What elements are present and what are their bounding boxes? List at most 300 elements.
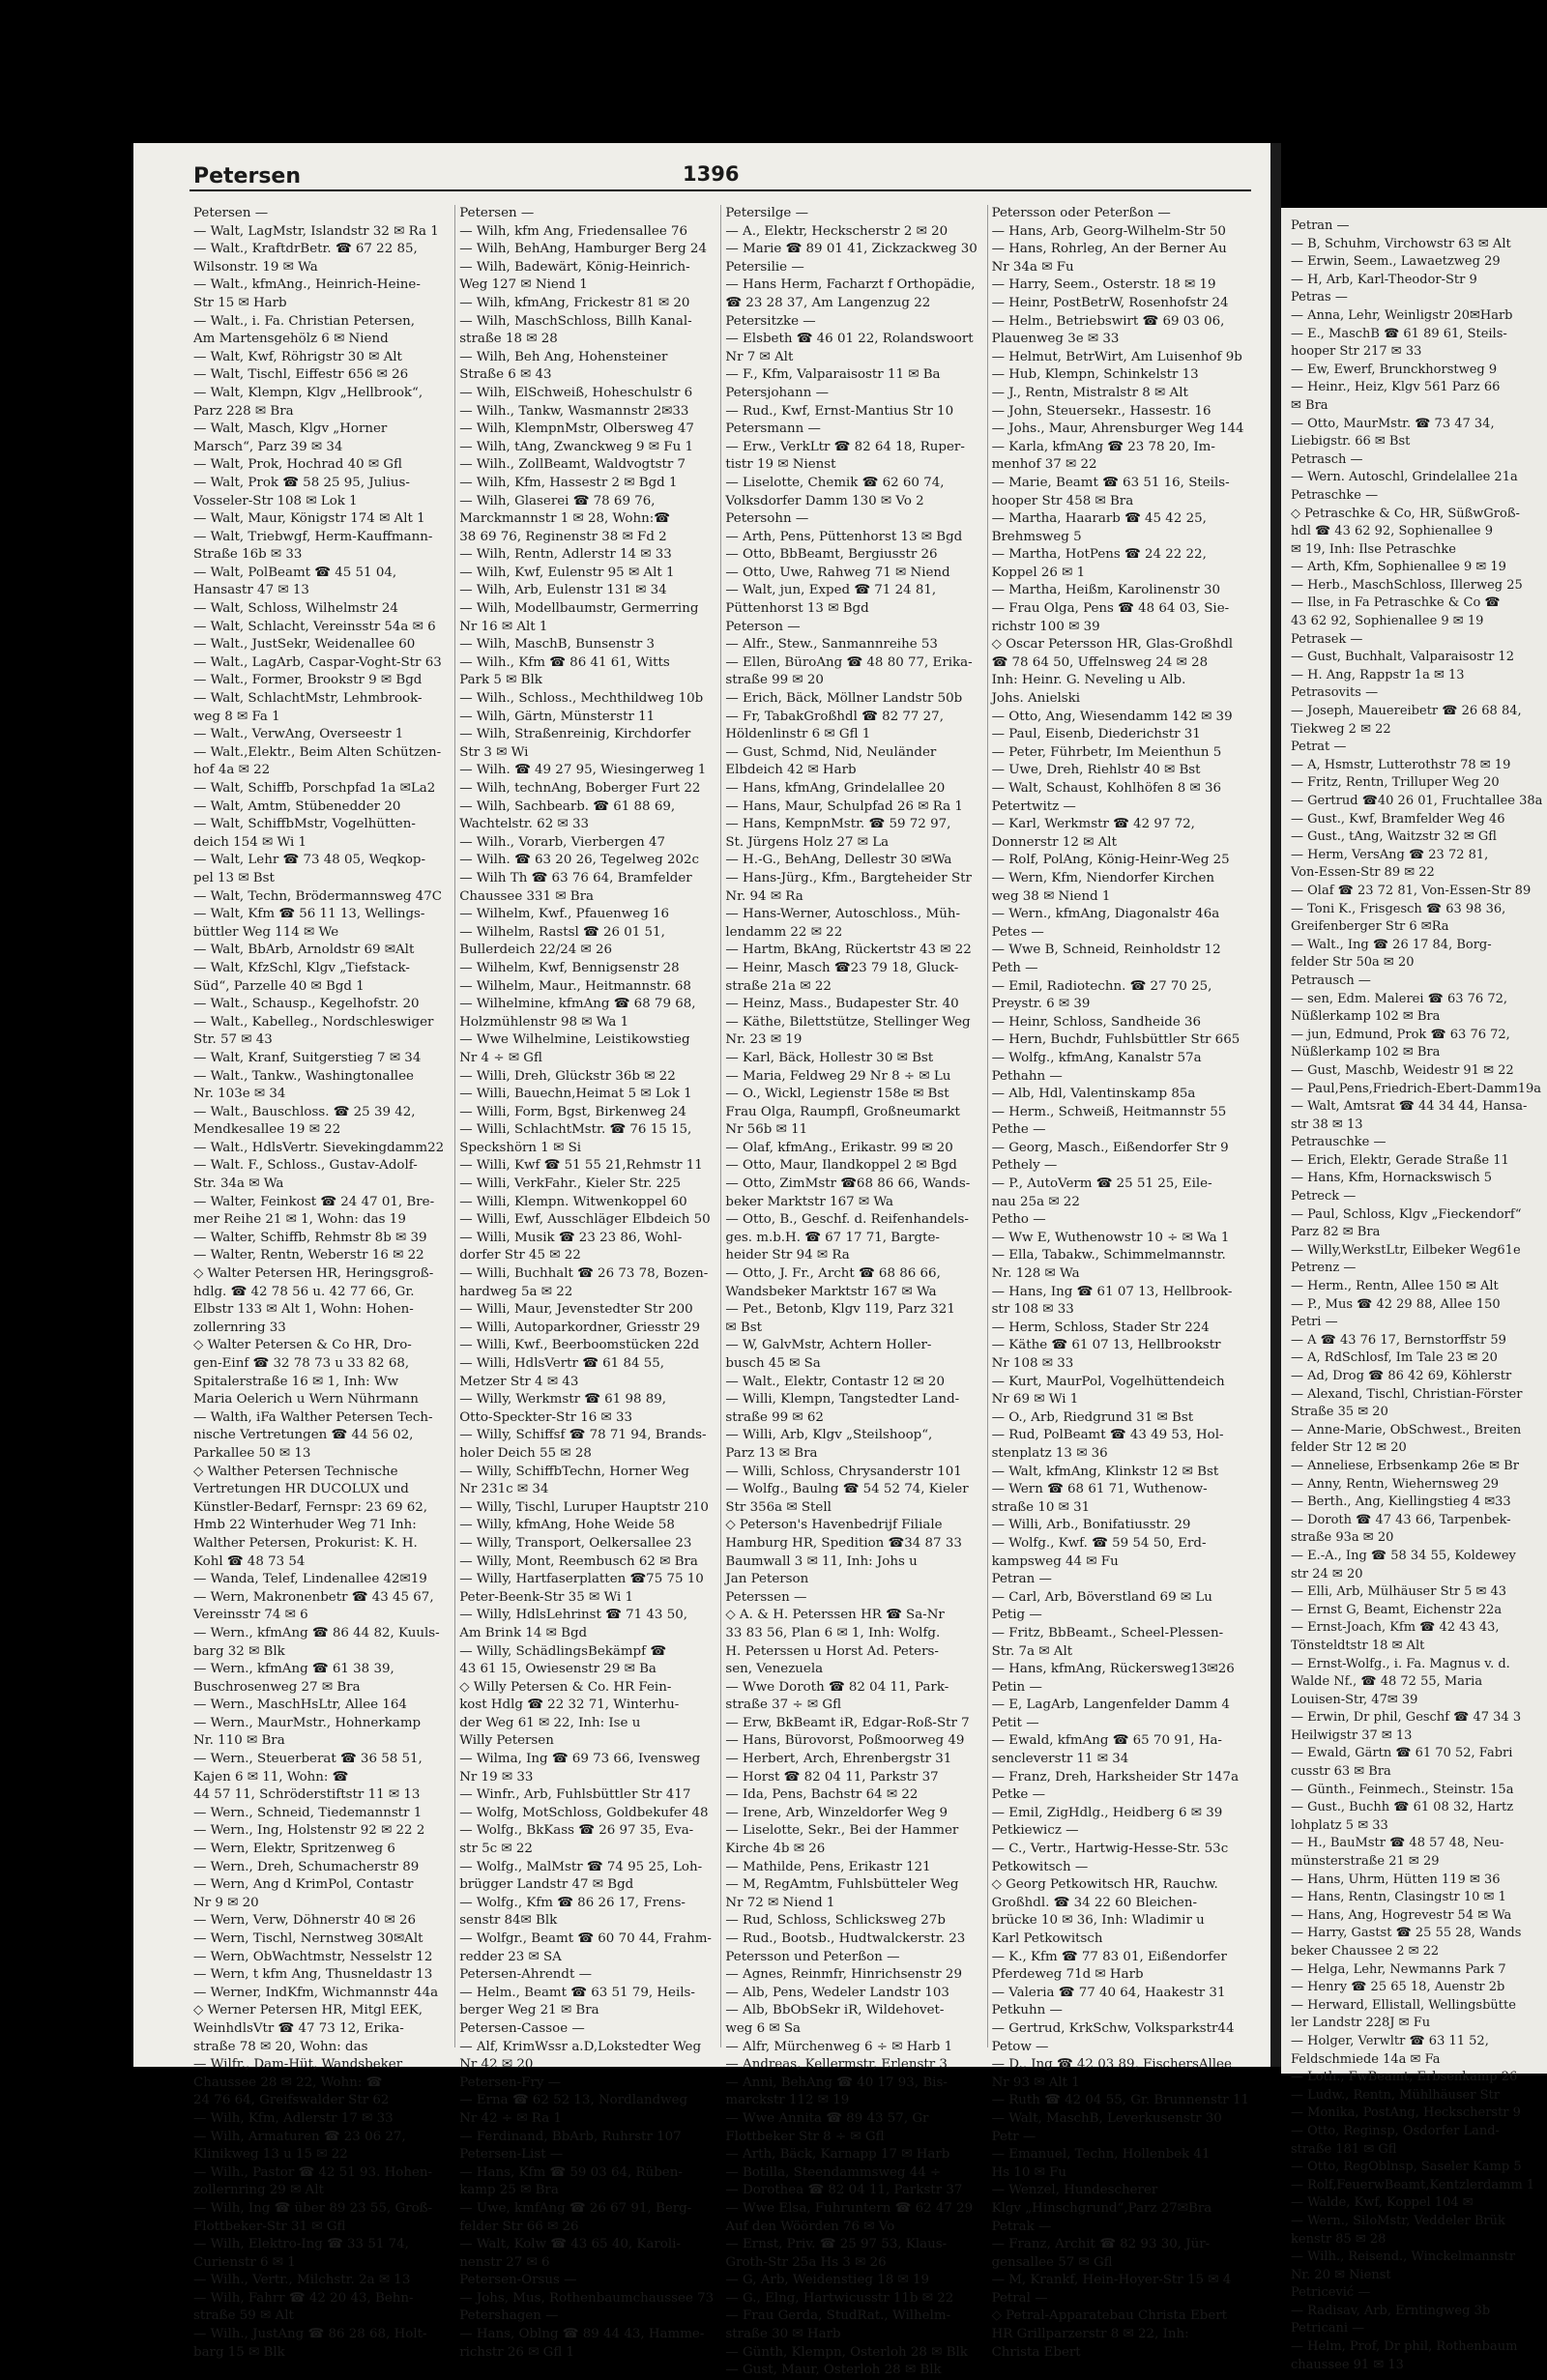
directory-entry-line: — Werner, IndKfm, Wichmannstr 44a [193,1985,439,2000]
directory-entry-line: Parz 82 ✉ Bra [1291,1225,1381,1240]
directory-entry-line: Petersen-Cassoe — [459,2020,585,2036]
directory-entry-line: — Wilh, Badewärt, König-Heinrich- [459,259,690,275]
directory-entry-line: — Walt, Prok, Hochrad 40 ✉ Gfl [193,457,402,473]
directory-entry-line: Petri — [1291,1315,1338,1330]
directory-entry-line: cusstr 63 ✉ Bra [1291,1764,1391,1780]
directory-entry-line: Str 15 ✉ Harb [193,295,287,310]
directory-entry-line: — G., Elng, Hartwicusstr 11b ✉ 22 [725,2290,954,2306]
directory-entry-line: Nr. 110 ✉ Bra [193,1733,285,1749]
directory-entry-line: Petersilie — [725,259,804,275]
directory-entry-line: — Gust., Kwf, Bramfelder Weg 46 [1291,811,1505,827]
directory-entry-line: dorfer Str 45 ✉ 22 [459,1248,581,1263]
directory-entry-line: Hmb 22 Winterhuder Weg 71 Inh: [193,1518,417,1533]
directory-entry-line: straße 18 ✉ 28 [459,332,558,347]
directory-entry-line: — Walt, Kwf, Röhrigstr 30 ✉ Alt [193,349,402,364]
directory-entry-line: — Walt., Tankw., Washingtonallee [193,1068,414,1084]
directory-entry-line: Petertwitz — [991,798,1076,814]
directory-entry-line: — G, Arb, Weidenstieg 18 ✉ 19 [725,2273,930,2288]
directory-entry-line: — Otto, J. Fr., Archt ☎ 68 86 66, [725,1266,941,1282]
directory-entry-line: — Herward, Ellistall, Wellingsbütte [1291,1997,1516,2013]
directory-entry-line: — Walt, Kfm ☎ 56 11 13, Wellings- [193,907,425,922]
directory-entry-line: — Henry ☎ 25 65 18, Auenstr 2b [1291,1980,1505,1995]
directory-entry-line: — Wern ☎ 68 61 71, Wuthenow- [991,1482,1208,1497]
directory-entry-line: — Hans, kfmAng, Grindelallee 20 [725,781,946,796]
directory-entry-line: tistr 19 ✉ Nienst [725,457,836,473]
directory-entry-line: — Wern., MaschHsLtr, Allee 164 [193,1698,407,1713]
directory-entry-line: — Peter, Führbetr, Im Meienthun 5 [991,744,1222,760]
directory-entry-line: — Karla, kfmAng ☎ 23 78 20, Im- [991,439,1215,454]
directory-entry-line: ◇ Petraschke & Co, HR, SüßwGroß- [1291,506,1520,521]
directory-entry-line: — Otto, B., Geschf. d. Reifenhandels- [725,1212,969,1228]
directory-entry-line: — Hans, Kfm, Hornackswisch 5 [1291,1171,1492,1186]
directory-entry-line: — Gust., tAng, Waitzstr 32 ✉ Gfl [1291,829,1497,845]
directory-entry-line: — Ewald, Gärtn ☎ 61 70 52, Fabri [1291,1746,1513,1761]
directory-entry-line: Straße 16b ✉ 33 [193,547,303,563]
directory-entry-line: — Wilh., Tankw, Wasmannstr 2✉33 [459,403,689,419]
directory-entry-line: — Wilhelm, Maur., Heitmannstr. 68 [459,978,691,994]
directory-entry-line: — Walt, Schiffb, Porschpfad 1a ✉La2 [193,781,436,796]
directory-entry-line: Klinikweg 13 u 15 ✉ 22 [193,2147,348,2162]
directory-entry-line: Petricević — [1291,2285,1371,2301]
directory-entry-line: — Pet., Betonb, Klgv 119, Parz 321 [725,1302,955,1318]
directory-entry-line: Petrasek — [1291,631,1363,647]
directory-entry-line: Weg 127 ✉ Niend 1 [459,277,588,293]
directory-entry-line: — Walt., HdlsVertr. Sievekingdamm22 [193,1140,445,1155]
directory-entry-line: Püttenhorst 13 ✉ Bgd [725,601,869,617]
directory-entry-line: — Holger, Verwltr ☎ 63 11 52, [1291,2033,1489,2048]
directory-entry-line: berger Weg 21 ✉ Bra [459,2003,599,2018]
directory-entry-line: — Elli, Arb, Mülhäuser Str 5 ✉ 43 [1291,1584,1507,1600]
directory-entry-line: — F., Kfm, Valparaisostr 11 ✉ Ba [725,367,941,383]
directory-entry-line: gensallee 57 ✉ Gfl [991,2254,1113,2270]
directory-entry-line: Feldschmiede 14a ✉ Fa [1291,2051,1441,2067]
directory-entry-line: Flottbeker Str 8 ÷ ✉ Gfl [725,2129,885,2144]
directory-entry-line: — Wilh, Arb, Eulenstr 131 ✉ 34 [459,583,667,598]
directory-entry-line: — Irene, Arb, Winzeldorfer Weg 9 [725,1805,949,1820]
directory-entry-line: — Wwe Elsa, Fuhruntern ☎ 62 47 29 [725,2200,974,2216]
directory-entry-line: — Helm., Beamt ☎ 63 51 79, Heils- [459,1985,695,2000]
directory-entry-line: — Wilh., Kfm ☎ 86 41 61, Witts [459,654,670,670]
directory-entry-line: Pethahn — [991,1068,1063,1084]
directory-entry-line: — Ad, Drog ☎ 86 42 69, Köhlerstr [1291,1369,1512,1383]
directory-entry-line: weg 8 ✉ Fa 1 [193,709,280,724]
directory-entry-line: — Ernst-Wolfg., i. Fa. Magnus v. d. [1291,1656,1510,1671]
directory-entry-line: — Erna ☎ 62 52 13, Nordlandweg [459,2093,688,2108]
directory-entry-line: — Marie ☎ 89 01 41, Zickzackweg 30 [725,242,978,257]
directory-entry-line: der Weg 61 ✉ 22, Inh: Ise u [459,1715,641,1730]
directory-entry-line: — Walt, Techn, Brödermannsweg 47C [193,888,442,904]
directory-entry-line: Tönsteldtstr 18 ✉ Alt [1291,1638,1425,1653]
directory-entry-line: — Rud., Bootsb., Hudtwalckerstr. 23 [725,1931,966,1946]
directory-entry-line: Str. 34a ✉ Wa [193,1176,284,1192]
directory-entry-line: — Emil, Radiotechn. ☎ 27 70 25, [991,978,1212,994]
directory-entry-line: — Uwe, Dreh, Riehlstr 40 ✉ Bst [991,763,1201,778]
directory-entry-line: — Wilh, Ing ☎ über 89 23 55, Groß- [193,2200,433,2216]
directory-columns [190,205,1253,2378]
directory-entry-line: — Walt., i. Fa. Christian Petersen, [193,313,416,329]
directory-entry-line: — M, Krankf, Hein-Hoyer-Str 15 ✉ 4 [991,2273,1232,2288]
directory-entry-line: — Harry, Gastst ☎ 25 55 28, Wands [1291,1926,1522,1941]
directory-entry-line: Petig — [991,1608,1042,1623]
directory-entry-line: ◇ Petral-Apparatebau Christa Ebert [991,2308,1228,2324]
directory-entry-line: — M, RegAmtm, Fuhlsbütteler Weg [725,1877,959,1893]
directory-entry-line: ✉ Bst [725,1320,762,1335]
directory-entry-line: — Martha, HotPens ☎ 24 22 22, [991,547,1207,563]
directory-entry-line: straße 99 ✉ 62 [725,1409,824,1425]
directory-entry-line: Petrasch — [1291,451,1363,467]
directory-entry-line: Nüßlerkamp 102 ✉ Bra [1291,1045,1441,1060]
directory-entry-line: — Wern, Kfm, Niendorfer Kirchen [991,870,1214,885]
directory-entry-line: — Wern., MaurMstr., Hohnerkamp [193,1715,422,1730]
directory-entry-line: — Gust, Schmd, Nid, Neuländer [725,744,937,760]
directory-entry-line: — Walter, Rentn, Weberstr 16 ✉ 22 [193,1248,424,1263]
directory-entry-line: Park 5 ✉ Blk [459,673,542,688]
directory-entry-line: Curienstr 6 ✉ 1 [193,2254,296,2270]
directory-entry-line: Petin — [991,1679,1042,1695]
directory-entry-line: Marckmannstr 1 ✉ 28, Wohn:☎ [459,511,670,527]
directory-entry-line: Heilwigstr 37 ✉ 13 [1291,1727,1413,1743]
directory-entry-line: Elbdeich 42 ✉ Harb [725,763,857,778]
directory-entry-line: — Wilh., Pastor ☎ 42 51 93. Hohen- [193,2164,433,2180]
directory-entry-line: — Anny, Rentn, Wiehernsweg 29 [1291,1476,1499,1492]
directory-entry-line: — Wern, ObWachtmstr, Nesselstr 12 [193,1949,433,1964]
directory-entry-line: — Wolfg., BkKass ☎ 26 97 35, Eva- [459,1823,694,1839]
header-rule [190,189,1251,191]
directory-entry-line: — Ew, Ewerf, Brunckhorstweg 9 [1291,362,1498,377]
directory-entry-line: ◇ Willy Petersen & Co. HR Fein- [459,1679,672,1695]
directory-entry-line: Liebigstr. 66 ✉ Bst [1291,434,1411,450]
directory-entry-line: Höldenlinstr 6 ✉ Gfl 1 [725,727,871,742]
directory-entry-line: — A, Hsmstr, Lutterothstr 78 ✉ 19 [1291,757,1511,772]
directory-entry-line: Nüßlerkamp 102 ✉ Bra [1291,1009,1441,1025]
directory-entry-line: — Heinr., Heiz, Klgv 561 Parz 66 [1291,380,1501,395]
directory-entry-line: Wachtelstr. 62 ✉ 33 [459,817,589,832]
directory-entry-line: Peterssen — [725,1589,807,1605]
directory-entry-line: Walde Nf., ☎ 48 72 55, Maria [1291,1674,1483,1690]
directory-entry-line: — Fr, TabakGroßhdl ☎ 82 77 27, [725,709,944,724]
directory-entry-line: — Willi, Autoparkordner, Griesstr 29 [459,1320,700,1335]
adjacent-page [1281,208,1547,2372]
directory-entry-line: — C., Vertr., Hartwig-Hesse-Str. 53c [991,1842,1229,1857]
directory-entry-line: — Ludw., Rentn, Mühlhäuser Str [1291,2087,1500,2103]
directory-entry-line: — Alexand, Tischl, Christian-Förster [1291,1386,1523,1402]
directory-entry-line: — Walt, Schloss, Wilhelmstr 24 [193,601,398,617]
directory-entry-line: Nr 93 ✉ Alt 1 [991,2075,1080,2090]
directory-entry-line: — Walt., VerwAng, Overseestr 1 [193,727,404,742]
directory-entry-line: — Hans, Arb, Georg-Wilhelm-Str 50 [991,223,1226,239]
directory-entry-line: — Uwe, kmfAng ☎ 26 67 91, Berg- [459,2200,692,2216]
directory-entry-line: Petersen-Ahrendt — [459,1967,593,1983]
directory-entry-line: — Wolfg., Kwf. ☎ 59 54 50, Erd- [991,1535,1207,1551]
directory-entry-line: Plauenweg 3e ✉ 33 [991,332,1120,347]
directory-entry-line: — Anne-Marie, ObSchwest., Breiten [1291,1422,1522,1437]
directory-entry-line: — Walt, Maur, Königstr 174 ✉ Alt 1 [193,511,425,527]
directory-entry-line: Vosseler-Str 108 ✉ Lok 1 [193,493,358,508]
directory-entry-line: Kohl ☎ 48 73 54 [193,1553,306,1569]
directory-entry-line: — Walt, Masch, Klgv „Horner [193,421,388,437]
directory-entry-line: — Wolfg, MotSchloss, Goldbekufer 48 [459,1805,709,1820]
directory-entry-line: Nr 7 ✉ Alt [725,349,794,364]
directory-entry-line: — Walt, LagMstr, Islandstr 32 ✉ Ra 1 [193,223,439,239]
directory-entry-line: beker Chaussee 2 ✉ 22 [1291,1944,1440,1959]
directory-entry-line: büttler Weg 114 ✉ We [193,924,339,940]
directory-entry-line: ◇ Walter Petersen HR, Heringsgroß- [193,1266,434,1282]
directory-entry-line: str 38 ✉ 13 [1291,1117,1363,1132]
directory-entry-line: hooper Str 217 ✉ 33 [1291,344,1422,360]
directory-entry-line: Petersen — [193,206,269,220]
directory-entry-line: — Erich, Elektr, Gerade Straße 11 [1291,1152,1509,1168]
directory-entry-line: — Wilma, Ing ☎ 69 73 66, Ivensweg [459,1752,701,1767]
directory-entry-line: Pferdeweg 71d ✉ Harb [991,1967,1144,1983]
directory-entry-line: — Walt., KraftdrBetr. ☎ 67 22 85, [193,242,418,257]
directory-entry-line: — Walt, BbArb, Arnoldstr 69 ✉Alt [193,943,415,958]
directory-entry-line: 44 57 11, Schröderstiftstr 11 ✉ 13 [193,1787,421,1803]
directory-entry-line: Petran — [991,1572,1052,1587]
directory-entry-line: nenstr 27 ✉ 6 [459,2254,550,2270]
directory-entry-line: — Otto, ZimMstr ☎68 86 66, Wands- [725,1176,971,1192]
directory-entry-line: ◇ Walther Petersen Technische [193,1464,398,1479]
directory-entry-line: — E., MaschB ☎ 61 89 61, Steils- [1291,326,1507,341]
directory-entry-line: — H, Arb, Karl-Theodor-Str 9 [1291,272,1477,287]
directory-entry-line: — Helm., Betriebswirt ☎ 69 03 06, [991,313,1225,329]
directory-entry-line: — H. Ang, Rappstr 1a ✉ 13 [1291,667,1465,682]
directory-entry-line: — Wern, t kfm Ang, Thusneldastr 13 [193,1967,433,1983]
directory-entry-line: — Hans-Werner, Autoschloss., Müh- [725,907,961,922]
directory-entry-line: Petersmann — [725,421,821,437]
directory-entry-line: straße 30 ✉ Harb [725,2327,841,2342]
directory-entry-line: — O., Wickl, Legienstr 158e ✉ Bst [725,1087,949,1102]
directory-entry-line: — Georg, Masch., Eißendorfer Str 9 [991,1140,1229,1155]
directory-entry-line: — Herm, VersAng ☎ 23 72 81, [1291,847,1489,862]
directory-entry-line: — Helga, Lehr, Newmanns Park 7 [1291,1961,1506,1977]
directory-entry-line: — Rolf, PolAng, König-Heinr-Weg 25 [991,853,1230,868]
directory-entry-line: straße 99 ✉ 20 [725,673,824,688]
directory-entry-line: St. Jürgens Holz 27 ✉ La [725,834,890,850]
directory-entry-line: Petersen-Orsus — [459,2273,577,2288]
directory-entry-line: barg 15 ✉ Blk [193,2344,285,2360]
directory-entry-line: Petit — [991,1715,1039,1730]
directory-entry-line: Marsch“, Parz 39 ✉ 34 [193,439,343,454]
column-3 [720,205,986,2378]
directory-entry-line: Am Martensgehölz 6 ✉ Niend [193,332,389,347]
directory-entry-line: ✉ Bra [1291,397,1328,413]
directory-entry-line: — Walt., Bauschloss. ☎ 25 39 42, [193,1104,416,1119]
directory-entry-line: kost Hdlg ☎ 22 32 71, Winterhu- [459,1698,680,1713]
directory-entry-line: — Walt, Schlacht, Vereinsstr 54a ✉ 6 [193,619,436,634]
directory-entry-line: — Rud, PolBeamt ☎ 43 49 53, Hol- [991,1428,1224,1443]
directory-entry-line: — Hub, Klempn, Schinkelstr 13 [991,367,1199,383]
directory-entry-line: Frau Olga, Raumpfl, Großneumarkt [725,1104,960,1119]
directory-entry-line: — Wern., Ing, Holstenstr 92 ✉ 22 2 [193,1823,425,1839]
directory-entry-line: Chaussee 331 ✉ Bra [459,888,595,904]
directory-entry-line: — A, RdSchlosf, Im Tale 23 ✉ 20 [1291,1350,1498,1366]
directory-entry-line: Nr. 128 ✉ Wa [991,1266,1080,1282]
directory-entry-line: — Wanda, Telef, Lindenallee 42✉19 [193,1572,427,1587]
directory-entry-line: — Ernst G, Beamt, Eichenstr 22a [1291,1602,1503,1617]
directory-entry-line: richstr 26 ✉ Gfl 1 [459,2344,575,2360]
directory-entry-line: Petkuhn — [991,2003,1063,2018]
directory-entry-line: zollernring 33 [193,1320,286,1335]
directory-entry-line: Hamburg HR, Spedition ☎34 87 33 [725,1535,962,1551]
directory-entry-line: ges. m.b.H. ☎ 67 17 71, Bargte- [725,1230,940,1245]
directory-entry-line: — Hans, Oblng ☎ 89 44 43, Hamme- [459,2327,705,2342]
directory-entry-line: Donnerstr 12 ✉ Alt [991,834,1117,850]
directory-entry-line: — Hans, kfmAng, Rückersweg13✉26 [991,1662,1235,1677]
directory-entry-line: — Wilh, KlempnMstr, Olbersweg 47 [459,421,694,437]
directory-entry-line: str 5c ✉ 22 [459,1842,533,1857]
directory-entry-line: Speckshörn 1 ✉ Si [459,1140,582,1155]
directory-entry-line: Petrauschke — [1291,1135,1386,1150]
directory-entry-line: — Emil, ZigHdlg., Heidberg 6 ✉ 39 [991,1805,1223,1820]
directory-entry-line: — Erw, BkBeamt iR, Edgar-Roß-Str 7 [725,1715,970,1730]
directory-entry-line: Auf den Wöörden 76 ✉ Vo [725,2219,895,2234]
directory-entry-line: lohplatz 5 ✉ 33 [1291,1817,1388,1833]
directory-entry-line: Volksdorfer Damm 130 ✉ Vo 2 [725,493,924,508]
directory-entry-line: Walther Petersen, Prokurist: K. H. [193,1535,418,1551]
directory-entry-line: — Wilh. ☎ 49 27 95, Wiesingerweg 1 [459,763,707,778]
directory-entry-line: — Erwin, Dr phil, Geschf ☎ 47 34 3 [1291,1710,1522,1726]
directory-entry-line: pel 13 ✉ Bst [193,870,275,885]
directory-entry-line: — Johs., Maur, Ahrensburger Weg 144 [991,421,1244,437]
directory-entry-line: — Wilhelm, Rastsl ☎ 26 01 51, [459,924,665,940]
directory-entry-line: — Harry, Seem., Osterstr. 18 ✉ 19 [991,277,1216,293]
directory-entry-line: Baumwall 3 ✉ 11, Inh: Johs u [725,1553,918,1569]
directory-entry-line: Flottbeker-Str 31 ✉ Gfl [193,2219,346,2234]
directory-entry-line: Petersilge — [725,206,808,220]
directory-entry-line: — Wilh, MaschSchloss, Billh Kanal- [459,313,692,329]
directory-entry-line: — Wilh Th ☎ 63 76 64, Bramfelder [459,870,692,885]
directory-entry-line: Str 3 ✉ Wi [459,744,529,760]
directory-entry-line: — Paul,Pens,Friedrich-Ebert-Damm19a [1291,1081,1542,1096]
directory-entry-line: — Walt, SchlachtMstr, Lehmbrook- [193,691,423,707]
directory-entry-line: — Wilh, tAng, Zwanckweg 9 ✉ Fu 1 [459,439,693,454]
directory-entry-line: marckstr 112 ✉ 19 [725,2093,850,2108]
directory-entry-line: — Ilse, in Fa Petraschke & Co ☎ [1291,595,1501,611]
directory-entry-line: — P., AutoVerm ☎ 25 51 25, Eile- [991,1176,1212,1192]
directory-entry-line: — Elsbeth ☎ 46 01 22, Rolandswoort [725,332,974,347]
directory-entry-line: barg 32 ✉ Blk [193,1643,285,1659]
directory-entry-line: Brehmsweg 5 [991,529,1082,544]
directory-entry-line: — Winfr., Arb, Fuhlsbüttler Str 417 [459,1787,691,1803]
directory-entry-line: kampsweg 44 ✉ Fu [991,1553,1119,1569]
directory-entry-line: Parkallee 50 ✉ 13 [193,1445,311,1461]
directory-entry-line: — Helmut, BetrWirt, Am Luisenhof 9b [991,349,1242,364]
directory-entry-line: — Ida, Pens, Bachstr 64 ✉ 22 [725,1787,919,1803]
directory-entry-line: mer Reihe 21 ✉ 1, Wohn: das 19 [193,1212,406,1228]
directory-entry-line: hooper Str 458 ✉ Bra [991,493,1134,508]
directory-entry-line: WeinhdlsVtr ☎ 47 73 12, Erika- [193,2020,404,2036]
directory-entry-line: ◇ Georg Petkowitsch HR, Rauchw. [991,1877,1218,1893]
directory-entry-line: — Wilh, kfm Ang, Friedensallee 76 [459,223,688,239]
directory-entry-line: ◇ Walter Petersen & Co HR, Dro- [193,1338,412,1353]
directory-entry-line: — Martha, Heißm, Karolinenstr 30 [991,583,1220,598]
directory-entry-line: — Willi, Klempn. Witwenkoppel 60 [459,1194,687,1209]
directory-entry-line: — Willi, Dreh, Glückstr 36b ✉ 22 [459,1068,676,1084]
directory-entry-line: — Wilh, Glaserei ☎ 78 69 76, [459,493,656,508]
directory-entry-line: — Frau Gerda, StudRat., Wilhelm- [725,2308,951,2324]
directory-entry-line: — Wolfg., Kfm ☎ 86 26 17, Frens- [459,1895,686,1910]
directory-entry-line: — Rolf,FeuerwBeamt,Kentzlerdamm 1 [1291,2177,1535,2192]
directory-entry-line: Straße 35 ✉ 20 [1291,1405,1388,1420]
directory-entry-line: Buschrosenweg 27 ✉ Bra [193,1679,361,1695]
directory-entry-line: brücke 10 ✉ 36, Inh: Wladimir u [991,1913,1205,1929]
directory-entry-line: — jun, Edmund, Prok ☎ 63 76 72, [1291,1027,1510,1042]
directory-entry-line: Inh: Heinr. G. Neveling u Alb. [991,673,1186,688]
directory-entry-line: Petrenz — [1291,1261,1357,1276]
directory-entry-line: Koppel 26 ✉ 1 [991,565,1086,580]
directory-entry-line: — Walter, Schiffb, Rehmstr 8b ✉ 39 [193,1230,427,1245]
directory-entry-line: busch 45 ✉ Sa [725,1356,821,1371]
directory-entry-line: Bullerdeich 22/24 ✉ 26 [459,943,613,958]
directory-entry-line: — Walt, MaschB, Leverkusenstr 30 [991,2110,1222,2126]
directory-entry-line: — Dorothea ☎ 82 04 11, Parkstr 37 [725,2183,963,2198]
directory-entry-line: — Wern., Schneid, Tiedemannstr 1 [193,1805,423,1820]
directory-entry-line: Jan Peterson [725,1572,809,1587]
directory-entry-line: Petersen-Fry — [459,2075,562,2090]
directory-entry-line: — Hans, Bürovorst, Poßmoorweg 49 [725,1733,965,1749]
directory-entry-line: — Willy, Schiffsf ☎ 78 71 94, Brands- [459,1428,707,1443]
directory-entry-line: beker Marktstr 167 ✉ Wa [725,1194,893,1209]
directory-entry-line: — Wilh., Vorarb, Vierbergen 47 [459,834,666,850]
directory-entry-line: Nr 42 ✉ 20 [459,2057,534,2073]
directory-entry-line: — John, Steuersekr., Hassestr. 16 [991,403,1211,419]
directory-entry-line: — Wilh., JustAng ☎ 86 28 68, Holt- [193,2327,427,2342]
directory-entry-line: — Wilh, Armaturen ☎ 23 06 27, [193,2129,406,2144]
directory-entry-line: — Willi, Maur, Jevenstedter Str 200 [459,1302,693,1318]
directory-entry-line: — Hans, Rohrleg, An der Berner Au [991,242,1227,257]
directory-entry-line: Von-Essen-Str 89 ✉ 22 [1291,865,1435,881]
directory-entry-line: — Alfr, Mürchenweg 6 ÷ ✉ Harb 1 [725,2039,953,2054]
directory-entry-line: ◇ Werner Petersen HR, Mitgl EEK, [193,2003,423,2018]
directory-entry-line: — Radisav, Arb, Erntingweg 3b [1291,2303,1491,2318]
directory-entry-line: — Andreas, Kellermstr, Erlenstr 3 [725,2057,948,2073]
directory-entry-line: Groth-Str 25a Hs 3 ✉ 26 [725,2254,887,2270]
directory-entry-line: — Wern., kfmAng ☎ 61 38 39, [193,1662,394,1677]
directory-entry-line: Str. 7a ✉ Alt [991,1643,1073,1659]
directory-entry-line: Petrasovits — [1291,685,1379,701]
directory-entry-line: — Alb, Hdl, Valentinskamp 85a [991,1087,1196,1102]
directory-entry-line: — Hans, Ing ☎ 61 07 13, Hellbrook- [991,1284,1233,1299]
directory-entry-line: — Gust, Maschb, Weidestr 91 ✉ 22 [1291,1062,1514,1078]
directory-entry-line: ✉ 19, Inh: Ilse Petraschke [1291,541,1456,557]
directory-entry-line: Vertretungen HR DUCOLUX und [193,1482,409,1497]
directory-entry-line: Karl Petkowitsch [991,1931,1103,1946]
directory-entry-line: — Willi, Buchhalt ☎ 26 73 78, Bozen- [459,1266,709,1282]
directory-entry-line: — Ww E, Wuthenowstr 10 ÷ ✉ Wa 1 [991,1230,1230,1245]
directory-entry-line: — Wwe Doroth ☎ 82 04 11, Park- [725,1679,949,1695]
directory-entry-line: straße 59 ✉ Alt [193,2308,294,2324]
directory-entry-line: — Otto, Reginsp, Osdorfer Land- [1291,2123,1500,2138]
directory-entry-line: Am Brink 14 ✉ Bgd [459,1625,588,1640]
directory-entry-line: hardweg 5a ✉ 22 [459,1284,573,1299]
directory-entry-line: Str 356a ✉ Stell [725,1499,832,1515]
directory-entry-line: — Otto, MaurMstr. ☎ 73 47 34, [1291,416,1495,431]
directory-entry-line: — Johs, Mus, Rothenbaumchaussee 73 [459,2290,715,2306]
directory-entry-line: Preystr. 6 ✉ 39 [991,997,1091,1012]
directory-entry-line: ◇ Oscar Petersson HR, Glas-Großhdl [991,637,1234,653]
directory-entry-line: — Alb, BbObSekr iR, Wildehovet- [725,2003,945,2018]
directory-entry-line: Petho — [991,1212,1046,1228]
directory-entry-line: gen-Einf ☎ 32 78 73 u 33 82 68, [193,1356,410,1371]
directory-entry-line: — Walt., Kabelleg., Nordschleswiger [193,1014,434,1030]
directory-entry-line: sencleverstr 11 ✉ 34 [991,1752,1129,1767]
directory-entry-line: Christa Ebert [991,2344,1081,2360]
directory-entry-line: — Otto, BbBeamt, Bergiusstr 26 [725,547,938,563]
directory-entry-line: Metzer Str 4 ✉ 43 [459,1374,579,1389]
directory-entry-line: Hs 10 ✉ Fu [991,2164,1067,2180]
directory-entry-line: — Wilh, technAng, Boberger Furt 22 [459,781,701,796]
directory-entry-line: — Wwe Wilhelmine, Leistikowstieg [459,1032,690,1048]
